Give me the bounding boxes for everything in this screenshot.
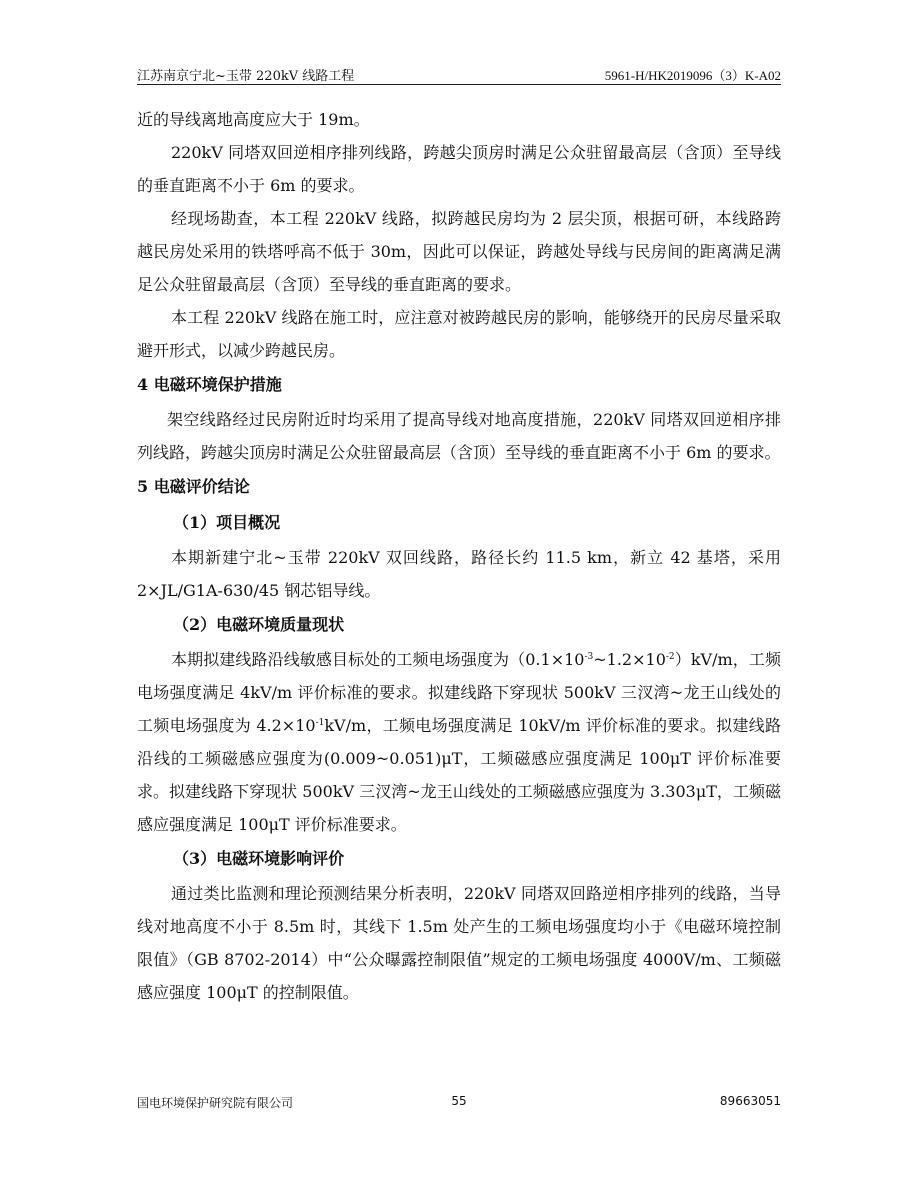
footer-organization: 国电环境保护研究院有限公司 <box>137 1096 294 1110</box>
subsection-heading: （3）电磁环境影响评价 <box>173 849 345 868</box>
subsection-heading: （2）电磁环境质量现状 <box>173 615 345 634</box>
exponent: -3 <box>584 652 594 662</box>
paragraph: 架空线路经过民房附近时均采用了提高导线对地高度措施，220kV 同塔双回逆相序排列线路，跨越尖顶房时满足公众驻留最高层（含顶）至导线的垂直距离不小于 6m 的要求。 <box>137 410 781 462</box>
text-run: ~1.2×10 <box>593 650 666 669</box>
paragraph: 本期新建宁北~玉带 220kV 双回线路，路径长约 11.5 km，新立 42 基塔，采用 2×JL/G1A-630/45 钢芯铝导线。 <box>137 548 781 600</box>
header-doc-number: 5961-H/HK2019096（3）K-A02 <box>604 68 781 83</box>
paragraph-measurements <box>137 643 781 841</box>
text-run: 本期拟建线路沿线敏感目标处的工频电场强度为（0.1×10 <box>171 650 585 669</box>
header-project-title: 江苏南京宁北~玉带 220kV 线路工程 <box>137 69 355 84</box>
paragraph: 通过类比监测和理论预测结果分析表明，220kV 同塔双回路逆相序排列的线路，当导线对地高度不小于 8.5m 时，其线下 1.5m 处产生的工频电场强度均小于《电磁环境控制限值》（GB 8702-2014）中“公众曝露控制限值”规定的工频电场强度 4000V/m、工频磁感应强度 100μT 的控制限值。 <box>137 884 781 1002</box>
subsection-heading: （1）项目概况 <box>173 513 281 532</box>
exponent: -2 <box>665 652 675 662</box>
page-number: 55 <box>451 1094 467 1108</box>
document-body <box>137 103 781 1009</box>
text-run: ）kV/m，工频电场强度满足 4kV/m 评价标准的要求。拟建线路下穿现状 500kV 三汊湾~龙王山线处的工频电场强度为 4.2×10 <box>137 650 781 735</box>
paragraph: 经现场勘查，本工程 220kV 线路，拟跨越民房均为 2 层尖顶，根据可研，本线路跨越民房处采用的铁塔呼高不低于 30m，因此可以保证，跨越处导线与民房间的距离满足满足公众驻留最高层（含顶）至导线的垂直距离的要求。 <box>137 209 781 294</box>
section-heading: 4 电磁环境保护措施 <box>137 375 282 394</box>
section-heading: 5 电磁评价结论 <box>137 477 250 496</box>
footer-code: 89663051 <box>719 1094 781 1108</box>
paragraph: 220kV 同塔双回逆相序排列线路，跨越尖顶房时满足公众驻留最高层（含顶）至导线的垂直距离不小于 6m 的要求。 <box>137 143 781 195</box>
text-run: kV/m，工频电场强度满足 10kV/m 评价标准的要求。拟建线路沿线的工频磁感应强度为(0.009~0.051)μT，工频磁感应强度满足 100μT 评价标准要求。拟建线路下穿现状 500kV 三汊湾~龙王山线处的工频磁感应强度为 3.303μT，工频磁感应强度满足 100μT 评价标准要求。 <box>137 716 781 834</box>
paragraph: 近的导线离地高度应大于 19m。 <box>137 110 370 129</box>
paragraph: 本工程 220kV 线路在施工时，应注意对被跨越民房的影响，能够绕开的民房尽量采取避开形式，以减少跨越民房。 <box>137 308 781 360</box>
exponent: -1 <box>315 718 325 728</box>
page-header <box>137 64 781 85</box>
